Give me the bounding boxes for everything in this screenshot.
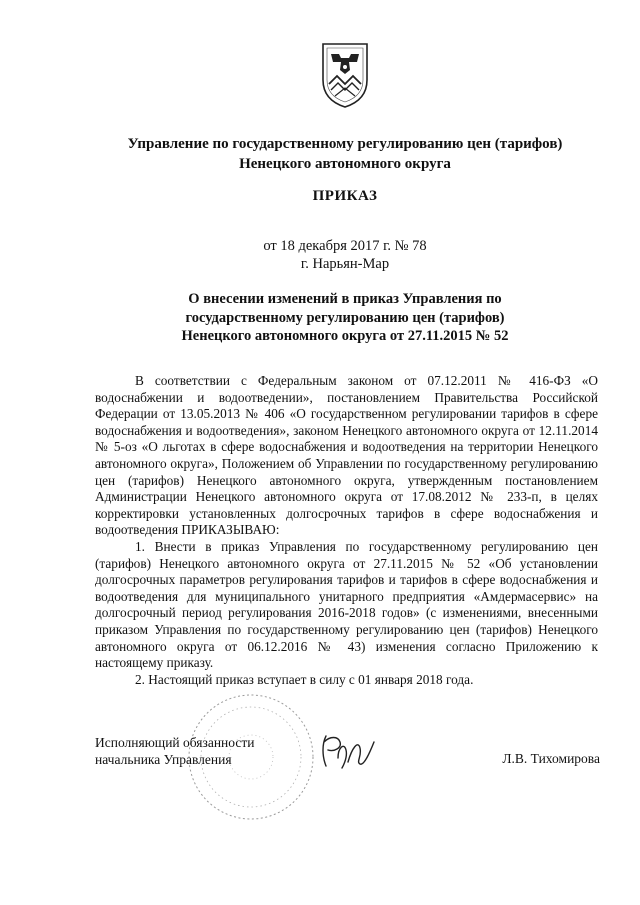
order-date-number: от 18 декабря 2017 г. № 78 bbox=[263, 238, 427, 254]
order-preamble: В соответствии с Федеральным законом от 07.12.2011 № 416-ФЗ «О водоснабжении и водоотведении», постановлением Правительства Российской Федерации от 13.05.2013 № 406 «О государственном регулировании тарифов в сфере водоснабжения и водоотведения», законом Ненецкого автономного округа от 12.11.2014 № 5-оз «О льготах в сфере водоснабжения и водоотведения на территории Ненецкого автономного округа», Положением об Управлении по государственному регулированию цен (тарифов) Ненецкого автономного округа, утвержденным постановлением Администрации Ненецкого автономного округа от 17.08.2012 № 233-п, в целях корректировки установленных долгосрочных тарифов в сфере водоснабжения и водоотведения ПРИКАЗЫВАЮ: bbox=[95, 373, 598, 538]
order-subject-line3: Ненецкого автономного округа от 27.11.2015 № 52 bbox=[181, 328, 509, 344]
document-type: ПРИКАЗ bbox=[312, 188, 378, 204]
organization-name-line2: Ненецкого автономного округа bbox=[239, 156, 451, 172]
order-subject bbox=[80, 290, 610, 346]
organization-name-line1: Управление по государственному регулированию цен (тарифов) bbox=[127, 136, 563, 152]
signatory-position bbox=[95, 735, 295, 768]
signatory-position-line2: начальника Управления bbox=[95, 751, 232, 767]
signatory-name: Л.В. Тихомирова bbox=[502, 751, 600, 766]
order-subject-line1: О внесении изменений в приказ Управления по bbox=[188, 291, 502, 307]
order-body bbox=[95, 373, 598, 688]
order-city: г. Нарьян-Мар bbox=[300, 256, 390, 272]
order-item-2: 2. Настоящий приказ вступает в силу с 01 января 2018 года. bbox=[135, 671, 474, 687]
handwritten-signature-icon bbox=[318, 730, 378, 774]
order-item-1: 1. Внести в приказ Управления по государственному регулированию цен (тарифов) Ненецкого автономного округа от 27.11.2015 № 52 «Об установлении долгосрочных параметров регулирования тарифов и тарифов в сфере водоснабжения и водоотведения для муниципального унитарного предприятия «Амдермасервис» на долгосрочный период регулирования 2016-2018 годов» (с изменениями, внесенными приказом Управления по государственному регулированию цен (тарифов) Ненецкого автономного округа от 06.12.2016 № 43) изменения согласно Приложению к настоящему приказу. bbox=[95, 538, 598, 671]
organization-name bbox=[80, 134, 610, 174]
signatory-position-line1: Исполняющий обязанности bbox=[95, 735, 255, 750]
coat-of-arms-icon bbox=[317, 40, 373, 110]
order-subject-line2: государственному регулированию цен (тарифов) bbox=[185, 309, 505, 326]
